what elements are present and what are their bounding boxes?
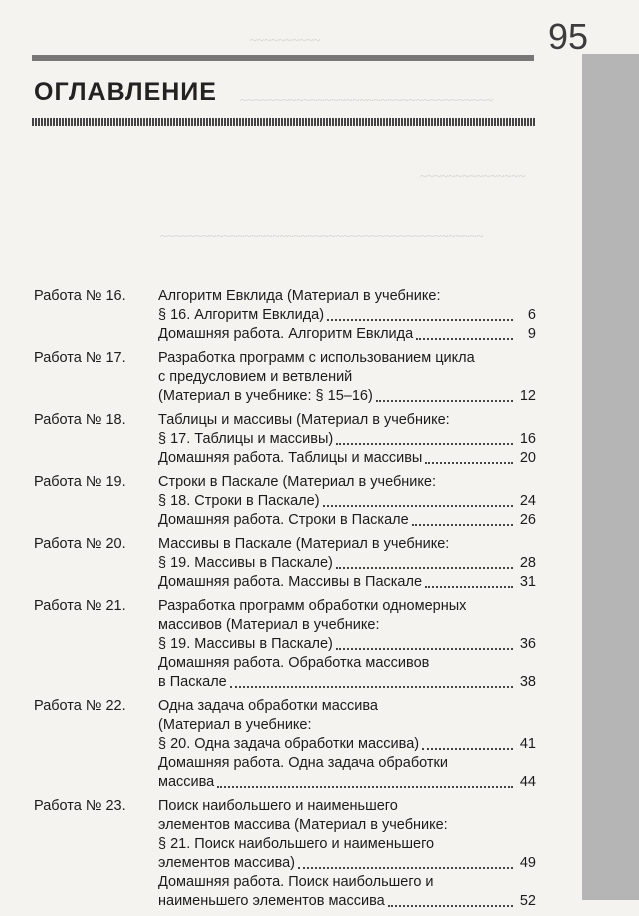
work-number: Работа № 21. xyxy=(34,598,126,614)
homework-line xyxy=(158,511,536,530)
dot-leader xyxy=(336,648,513,650)
homework-text: Домашняя работа. Алгоритм Евклида xyxy=(158,326,414,342)
dot-leader xyxy=(336,567,513,569)
work-number: Работа № 19. xyxy=(34,474,126,490)
entry-title-line xyxy=(158,835,536,854)
toc-entry[interactable] xyxy=(34,349,536,406)
page-ref[interactable]: 28 xyxy=(519,555,536,571)
dot-leader xyxy=(376,400,513,402)
homework-text: наименьшего элементов массива xyxy=(158,893,385,909)
entry-title-text: элементов массива) xyxy=(158,855,295,871)
dot-leader xyxy=(425,462,513,464)
entry-title-line xyxy=(158,854,536,873)
homework-line xyxy=(158,673,536,692)
entry-body xyxy=(158,697,536,792)
entry-title-line xyxy=(158,635,536,654)
entry-title-line xyxy=(158,816,536,835)
dot-leader xyxy=(230,686,513,688)
dot-leader xyxy=(298,867,513,869)
entry-title-line xyxy=(158,735,536,754)
homework-text: Домашняя работа. Строки в Паскале xyxy=(158,512,409,528)
entry-body xyxy=(158,287,536,344)
entry-title-text: § 19. Массивы в Паскале) xyxy=(158,636,333,652)
entry-title-line xyxy=(158,492,536,511)
entry-title-text: Алгоритм Евклида (Материал в учебнике: xyxy=(158,288,441,304)
entry-title-text: Строки в Паскале (Материал в учебнике: xyxy=(158,474,436,490)
page-ref[interactable]: 20 xyxy=(519,450,536,466)
page-ref[interactable]: 49 xyxy=(519,855,536,871)
page-ref[interactable]: 12 xyxy=(519,388,536,404)
homework-line xyxy=(158,892,536,911)
homework-line xyxy=(158,873,536,892)
homework-text: массива xyxy=(158,774,215,790)
entry-title-line xyxy=(158,368,536,387)
entry-body xyxy=(158,535,536,592)
entry-title-line xyxy=(158,387,536,406)
page-ref[interactable]: 9 xyxy=(527,326,536,342)
work-number: Работа № 20. xyxy=(34,536,126,552)
entry-title-line xyxy=(158,473,536,492)
page-ref[interactable]: 31 xyxy=(519,574,536,590)
work-number: Работа № 22. xyxy=(34,698,126,714)
dot-leader xyxy=(336,443,513,445)
entry-title-line xyxy=(158,306,536,325)
entry-body xyxy=(158,597,536,692)
top-rule xyxy=(32,55,534,61)
dot-leader xyxy=(412,524,513,526)
homework-line xyxy=(158,654,536,673)
entry-title-text: Поиск наибольшего и наименьшего xyxy=(158,798,398,814)
work-number: Работа № 17. xyxy=(34,350,126,366)
toc-entry[interactable] xyxy=(34,797,536,911)
entry-title-text: § 20. Одна задача обработки массива) xyxy=(158,736,420,752)
dot-leader xyxy=(416,338,513,340)
homework-text: Домашняя работа. Обработка массивов xyxy=(158,655,430,671)
entry-body xyxy=(158,349,536,406)
entry-title-text: Разработка программ с использованием цикла xyxy=(158,350,475,366)
homework-text: в Паскале xyxy=(158,674,227,690)
toc-entry[interactable] xyxy=(34,473,536,530)
homework-text: Домашняя работа. Одна задача обработки xyxy=(158,755,448,771)
entry-title-line xyxy=(158,411,536,430)
homework-line xyxy=(158,325,536,344)
dot-leader xyxy=(217,786,513,788)
page-ref[interactable]: 36 xyxy=(519,636,536,652)
homework-line xyxy=(158,754,536,773)
entry-body xyxy=(158,797,536,911)
homework-text: Домашняя работа. Таблицы и массивы xyxy=(158,450,423,466)
homework-line xyxy=(158,773,536,792)
entry-title-line xyxy=(158,797,536,816)
entry-title-line xyxy=(158,430,536,449)
toc-entry[interactable] xyxy=(34,597,536,692)
entry-title-text: § 19. Массивы в Паскале) xyxy=(158,555,333,571)
page-ref[interactable]: 41 xyxy=(519,736,536,752)
entry-title-text: массивов (Материал в учебнике: xyxy=(158,617,380,633)
entry-title-line xyxy=(158,535,536,554)
entry-title-text: элементов массива (Материал в учебнике: xyxy=(158,817,448,833)
entry-title-line xyxy=(158,597,536,616)
entry-title-text: § 16. Алгоритм Евклида) xyxy=(158,307,325,323)
work-number: Работа № 23. xyxy=(34,798,126,814)
dot-leader xyxy=(388,905,513,907)
work-number: Работа № 16. xyxy=(34,288,126,304)
entry-title-line xyxy=(158,287,536,306)
entry-title-line xyxy=(158,697,536,716)
homework-text: Домашняя работа. Массивы в Паскале xyxy=(158,574,423,590)
entry-body xyxy=(158,411,536,468)
toc-entry[interactable] xyxy=(34,287,536,344)
entry-title-text: Разработка программ обработки одномерных xyxy=(158,598,467,614)
page-ref[interactable]: 38 xyxy=(519,674,536,690)
toc-list xyxy=(34,287,536,916)
entry-title-line xyxy=(158,554,536,573)
toc-heading: ОГЛАВЛЕНИЕ xyxy=(34,78,217,106)
page-ref[interactable]: 6 xyxy=(527,307,536,323)
entry-title-text: Одна задача обработки массива xyxy=(158,698,378,714)
work-number: Работа № 18. xyxy=(34,412,126,428)
toc-entry[interactable] xyxy=(34,535,536,592)
dot-leader xyxy=(323,505,513,507)
homework-line xyxy=(158,449,536,468)
entry-title-text: § 21. Поиск наибольшего и наименьшего xyxy=(158,836,435,852)
homework-line xyxy=(158,573,536,592)
side-tab xyxy=(582,54,639,900)
page-ref[interactable]: 52 xyxy=(519,893,536,909)
entry-title-text: Массивы в Паскале (Материал в учебнике: xyxy=(158,536,450,552)
toc-entry[interactable] xyxy=(34,697,536,792)
dotted-rule xyxy=(32,118,535,126)
entry-title-line xyxy=(158,716,536,735)
entry-title-text: Таблицы и массивы (Материал в учебнике: xyxy=(158,412,450,428)
entry-title-line xyxy=(158,616,536,635)
entry-title-text: с предусловием и ветвлений xyxy=(158,369,353,385)
toc-entry[interactable] xyxy=(34,411,536,468)
entry-body xyxy=(158,473,536,530)
dot-leader xyxy=(425,586,513,588)
entry-gap xyxy=(34,911,536,916)
entry-title-text: § 17. Таблицы и массивы) xyxy=(158,431,334,447)
homework-text: Домашняя работа. Поиск наибольшего и xyxy=(158,874,434,890)
page-ref[interactable]: 24 xyxy=(519,493,536,509)
entry-title-text: § 18. Строки в Паскале) xyxy=(158,493,320,509)
dot-leader xyxy=(327,319,513,321)
page-ref[interactable]: 16 xyxy=(519,431,536,447)
entry-title-line xyxy=(158,349,536,368)
page-ref[interactable]: 26 xyxy=(519,512,536,528)
dot-leader xyxy=(422,748,513,750)
entry-title-text: (Материал в учебнике: § 15–16) xyxy=(158,388,373,404)
page-number: 95 xyxy=(548,16,589,57)
page-ref[interactable]: 44 xyxy=(519,774,536,790)
entry-title-text: (Материал в учебнике: xyxy=(158,717,312,733)
